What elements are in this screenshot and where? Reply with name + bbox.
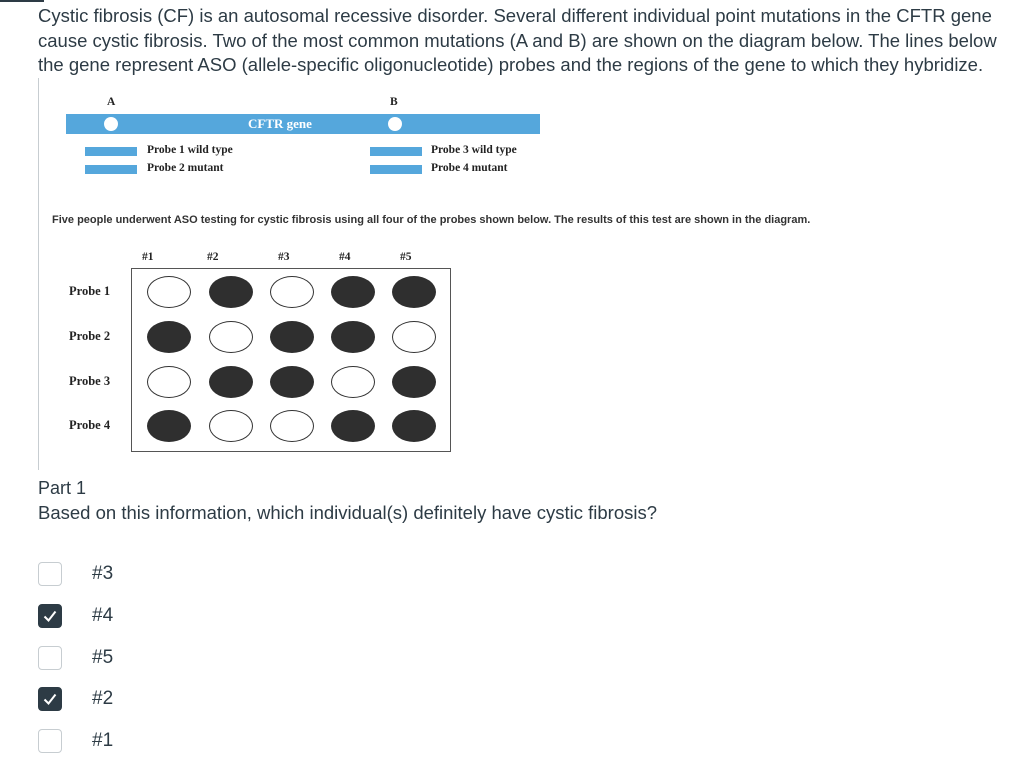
probe-2-label: Probe 2 mutant <box>147 162 224 174</box>
probe-2-line <box>85 165 137 174</box>
option-1[interactable] <box>38 729 238 755</box>
gene-label: CFTR gene <box>248 116 312 131</box>
blot-spot <box>331 321 375 353</box>
mutation-site-a-dot <box>104 117 118 131</box>
top-rule <box>0 0 44 2</box>
column-label: #2 <box>207 251 219 263</box>
blot-spot <box>209 410 253 442</box>
option-label: #3 <box>92 563 114 584</box>
blot-spot <box>270 276 314 308</box>
column-label: #1 <box>142 251 154 263</box>
blot-spot <box>209 321 253 353</box>
row-label: Probe 4 <box>69 418 111 432</box>
probe-3-line <box>370 147 422 156</box>
blot-spot <box>331 276 375 308</box>
option-label: #1 <box>92 730 114 751</box>
blot-spot <box>392 366 436 398</box>
row-label: Probe 2 <box>69 329 111 343</box>
blot-spot <box>392 321 436 353</box>
column-label: #3 <box>278 251 290 263</box>
checkmark-icon <box>42 608 58 624</box>
mutation-site-a-label: A <box>107 96 116 108</box>
option-2[interactable] <box>38 687 238 713</box>
row-label: Probe 3 <box>69 374 111 388</box>
probe-4-line <box>370 165 422 174</box>
blot-spot <box>270 410 314 442</box>
checkbox[interactable] <box>38 646 62 670</box>
probe-4-label: Probe 4 mutant <box>431 162 508 174</box>
checkbox[interactable] <box>38 604 62 628</box>
blot-spot <box>147 276 191 308</box>
content-left-border <box>38 78 39 470</box>
mutation-site-b-label: B <box>390 96 398 108</box>
option-4[interactable] <box>38 604 238 630</box>
mutation-site-b-dot <box>388 117 402 131</box>
option-5[interactable] <box>38 646 238 672</box>
checkbox[interactable] <box>38 687 62 711</box>
probe-3-label: Probe 3 wild type <box>431 144 517 156</box>
checkbox[interactable] <box>38 562 62 586</box>
intro-text: Cystic fibrosis (CF) is an autosomal recessive disorder. Several different individual point mutations in the CFTR gene cause cystic fibrosis. Two of the most common mutations (A and B) are shown on the diagram below. The lines below the gene represent ASO (allele-specific oligonucleotide) probes and the regions of the gene to which they hybridize. <box>38 5 997 75</box>
blot-spot <box>209 366 253 398</box>
blot-spot <box>270 366 314 398</box>
option-label: #5 <box>92 647 114 668</box>
blot-spot <box>147 410 191 442</box>
question-text: Based on this information, which individual(s) definitely have cystic fibrosis? <box>38 502 658 523</box>
blot-spot <box>331 366 375 398</box>
column-label: #4 <box>339 251 351 263</box>
probe-1-label: Probe 1 wild type <box>147 144 233 156</box>
option-label: #4 <box>92 605 114 626</box>
blot-caption: Five people underwent ASO testing for cystic fibrosis using all four of the probes shown below. The results of this test are shown in the diagram. <box>52 214 811 226</box>
probe-1-line <box>85 147 137 156</box>
blot-spot <box>209 276 253 308</box>
column-label: #5 <box>400 251 412 263</box>
blot-spot <box>147 366 191 398</box>
part-title: Part 1 <box>38 478 87 498</box>
option-3[interactable] <box>38 562 238 588</box>
row-label: Probe 1 <box>69 284 111 298</box>
blot-spot <box>147 321 191 353</box>
blot-spot <box>392 276 436 308</box>
blot-spot <box>270 321 314 353</box>
option-label: #2 <box>92 688 114 709</box>
checkmark-icon <box>42 691 58 707</box>
blot-spot <box>392 410 436 442</box>
blot-spot <box>331 410 375 442</box>
checkbox[interactable] <box>38 729 62 753</box>
